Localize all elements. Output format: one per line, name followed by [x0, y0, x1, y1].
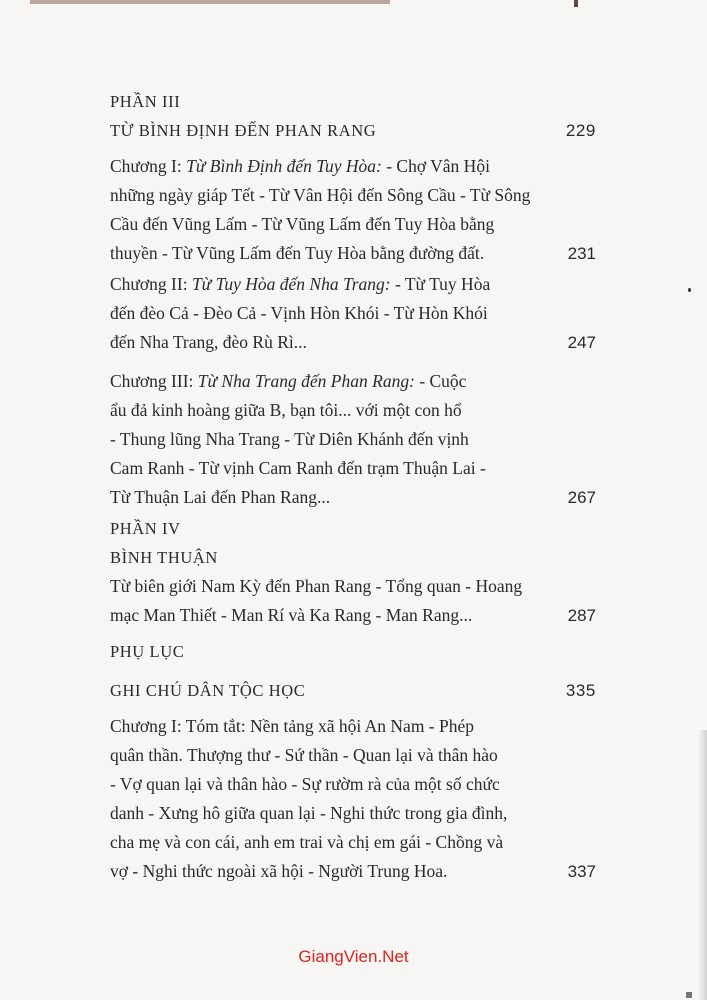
chapter-2-line-3 — [110, 328, 596, 357]
appendix-chapter-line-5: cha mẹ và con cái, anh em trai và chị em gái - Chồng và — [110, 832, 504, 852]
part-4-line-1: Từ biên giới Nam Kỳ đến Phan Rang - Tổng quan - Hoang — [110, 576, 523, 596]
chapter-1-line-4-text: thuyền - Từ Vũng Lấm đến Tuy Hòa bằng đường đất. — [110, 243, 485, 263]
chapter-2-prefix: Chương II: — [110, 274, 188, 294]
appendix-label: PHỤ LỤC — [110, 642, 185, 661]
chapter-3-line-1 — [110, 367, 596, 396]
toc-appendix-chapter-1[interactable] — [110, 712, 596, 886]
appendix-chapter-line-4: danh - Xưng hô giữa quan lại - Nghi thức trong gia đình, — [110, 803, 508, 823]
chapter-3-line-3: - Thung lũng Nha Trang - Từ Diên Khánh đến vịnh — [110, 429, 469, 449]
chapter-2-italic-title: Từ Tuy Hòa đến Nha Trang: — [191, 274, 391, 294]
chapter-3-line-1-rest: - Cuộc — [414, 371, 467, 391]
chapter-3-italic-title: Từ Nha Trang đến Phan Rang: — [197, 371, 415, 391]
chapter-3-page-number: 267 — [567, 488, 596, 507]
chapter-1-line-3: Cầu đến Vũng Lấm - Từ Vũng Lấm đến Tuy Hòa bằng — [110, 214, 495, 234]
toc-part-3 — [110, 87, 596, 145]
part-4-page-number: 287 — [567, 606, 596, 625]
chapter-2-line-3-text: đến Nha Trang, đèo Rù Rì... — [110, 332, 307, 352]
chapter-3-line-5-text: Từ Thuận Lai đến Phan Rang... — [110, 487, 331, 507]
chapter-3-line-2: ẩu đả kinh hoàng giữa B, bạn tôi... với một con hổ — [110, 400, 462, 420]
part-4-line-2 — [110, 601, 596, 630]
appendix-chapter-line-1 — [110, 712, 596, 741]
corner-mark — [686, 992, 692, 998]
part-3-title-row[interactable] — [110, 116, 596, 145]
part-4-title: BÌNH THUẬN — [110, 548, 218, 567]
chapter-3-line-4: Cam Ranh - Từ vịnh Cam Ranh đến trạm Thuận Lai - — [110, 458, 486, 478]
chapter-1-prefix: Chương I: — [110, 156, 182, 176]
appendix-chapter-line-1-rest: Tóm tắt: Nền tảng xã hội An Nam - Phép — [181, 716, 475, 736]
appendix-chapter-prefix: Chương I: — [110, 716, 182, 736]
appendix-chapter-line-6-text: vợ - Nghi thức ngoài xã hội - Người Trung Hoa. — [110, 861, 448, 881]
part-4-label: PHẦN IV — [110, 519, 181, 538]
chapter-1-line-1 — [110, 152, 596, 181]
toc-chapter-3[interactable] — [110, 367, 596, 512]
appendix-title: GHI CHÚ DÂN TỘC HỌC — [110, 681, 306, 700]
toc-chapter-2[interactable] — [110, 270, 596, 357]
toc-chapter-1[interactable] — [110, 152, 596, 268]
chapter-2-page-number: 247 — [567, 333, 596, 352]
appendix-title-line — [110, 676, 596, 705]
chapter-1-line-2: những ngày giáp Tết - Từ Vân Hội đến Sông Cầu - Từ Sông — [110, 185, 531, 205]
toc-appendix — [110, 637, 596, 666]
chapter-2-line-1-rest: - Từ Tuy Hòa — [390, 274, 491, 294]
appendix-chapter-line-2: quân thần. Thượng thư - Sứ thần - Quan lại và thân hào — [110, 745, 498, 765]
part-4-line-2-text: mạc Man Thiết - Man Rí và Ka Rang - Man Rang... — [110, 605, 473, 625]
chapter-1-page-number: 231 — [567, 244, 596, 263]
appendix-chapter-page-number: 337 — [567, 862, 596, 881]
top-edge-strip — [30, 0, 390, 4]
ink-speck — [688, 288, 691, 292]
part-3-title: TỪ BÌNH ĐỊNH ĐẾN PHAN RANG — [110, 121, 377, 140]
appendix-page-number: 335 — [565, 681, 596, 700]
toc-part-4[interactable] — [110, 514, 596, 630]
chapter-1-italic-title: Từ Bình Định đến Tuy Hòa: — [186, 156, 382, 176]
part-3-page-number: 229 — [565, 121, 596, 140]
top-mark — [574, 0, 578, 7]
chapter-1-line-1-rest: - Chợ Vân Hội — [381, 156, 490, 176]
chapter-3-prefix: Chương III: — [110, 371, 194, 391]
appendix-chapter-line-6 — [110, 857, 596, 886]
watermark-text: GiangVien.Net — [298, 947, 409, 966]
appendix-chapter-line-3: - Vợ quan lại và thân hào - Sự rườm rà của một số chức — [110, 774, 500, 794]
chapter-3-line-5 — [110, 483, 596, 512]
chapter-2-line-1 — [110, 270, 596, 299]
toc-appendix-title-row[interactable] — [110, 676, 596, 705]
chapter-1-line-4 — [110, 239, 596, 268]
part-3-label: PHẦN III — [110, 92, 181, 111]
chapter-2-line-2: đến đèo Cả - Đèo Cả - Vịnh Hòn Khói - Từ Hòn Khói — [110, 303, 488, 323]
